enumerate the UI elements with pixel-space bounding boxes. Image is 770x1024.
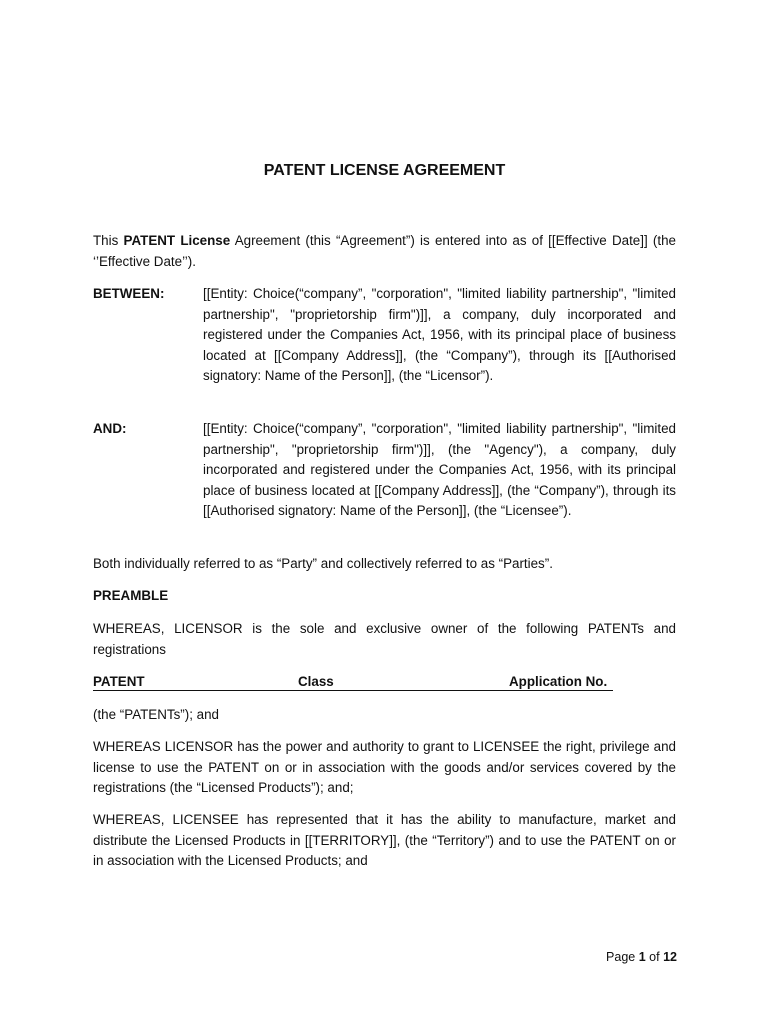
whereas-2-text: WHEREAS LICENSOR has the power and authority to grant to LICENSEE the right, privilege and license to use the PATENT on or in association with the goods and/or services covered by the registrations (the “Licensed Products”); and;: [93, 739, 676, 796]
preamble-heading: PREAMBLE: [93, 588, 169, 603]
between-label: BETWEEN:: [93, 286, 165, 301]
whereas-paragraph-1: [93, 619, 676, 660]
whereas-1-text: WHEREAS, LICENSOR is the sole and exclusive owner of the following PATENTs and registrations: [93, 621, 676, 657]
patents-note-text: (the “PATENTs”); and: [93, 707, 219, 722]
and-label: AND:: [93, 421, 127, 436]
patents-note: [93, 705, 676, 726]
total-pages: 12: [663, 950, 677, 964]
of-word: of: [649, 950, 660, 964]
page-word: Page: [606, 950, 636, 964]
and-text: [[Entity: Choice(“company”, "corporation", "limited liability partnership", "limited partnership", "proprietorship firm")]], (the "Agency"), a company, duly incorporated and registered under the Companies Act, 1956, with its principal place of business located at [[Company Address]], (the “Company”), through its [[Authorised signatory: Name of the Person]], (the “Licensee”).: [203, 421, 676, 519]
intro-paragraph: [93, 231, 676, 272]
between-text: [[Entity: Choice(“company”, "corporation", "limited liability partnership", "limited partnership", "proprietorship firm")]], a company, duly incorporated and registered under the Companies Act, 1956, with its principal place of business located at [[Company Address]], (the “Company”), through its [[Authorised signatory: Name of the Person]], (the “Licensor”).: [203, 286, 676, 384]
parties-note: [93, 554, 676, 575]
intro-bold: PATENT License: [123, 233, 231, 248]
patent-table-header: [93, 672, 613, 691]
intro-after: Agreement (this “Agreement”) is entered into as of [[Effective Date]] (the ‘’Effective Date’’).: [93, 233, 676, 269]
between-section: [93, 284, 676, 387]
and-section: [93, 419, 676, 522]
page-number-footer: [606, 947, 677, 968]
col-class: Class: [298, 674, 334, 689]
current-page: 1: [638, 950, 646, 964]
intro-before: This: [93, 233, 124, 248]
col-patent: PATENT: [93, 674, 145, 689]
whereas-paragraph-2: [93, 737, 676, 799]
document-title: PATENT LICENSE AGREEMENT: [263, 162, 506, 179]
whereas-paragraph-3: [93, 810, 676, 872]
parties-note-text: Both individually referred to as “Party” and collectively referred to as “Parties”.: [93, 556, 553, 571]
col-application-no: Application No.: [509, 674, 608, 689]
whereas-3-text: WHEREAS, LICENSEE has represented that it has the ability to manufacture, market and distribute the Licensed Products in [[TERRITORY]], (the “Territory”) and to use the PATENT on or in association with the Licensed Products; and: [93, 812, 676, 869]
